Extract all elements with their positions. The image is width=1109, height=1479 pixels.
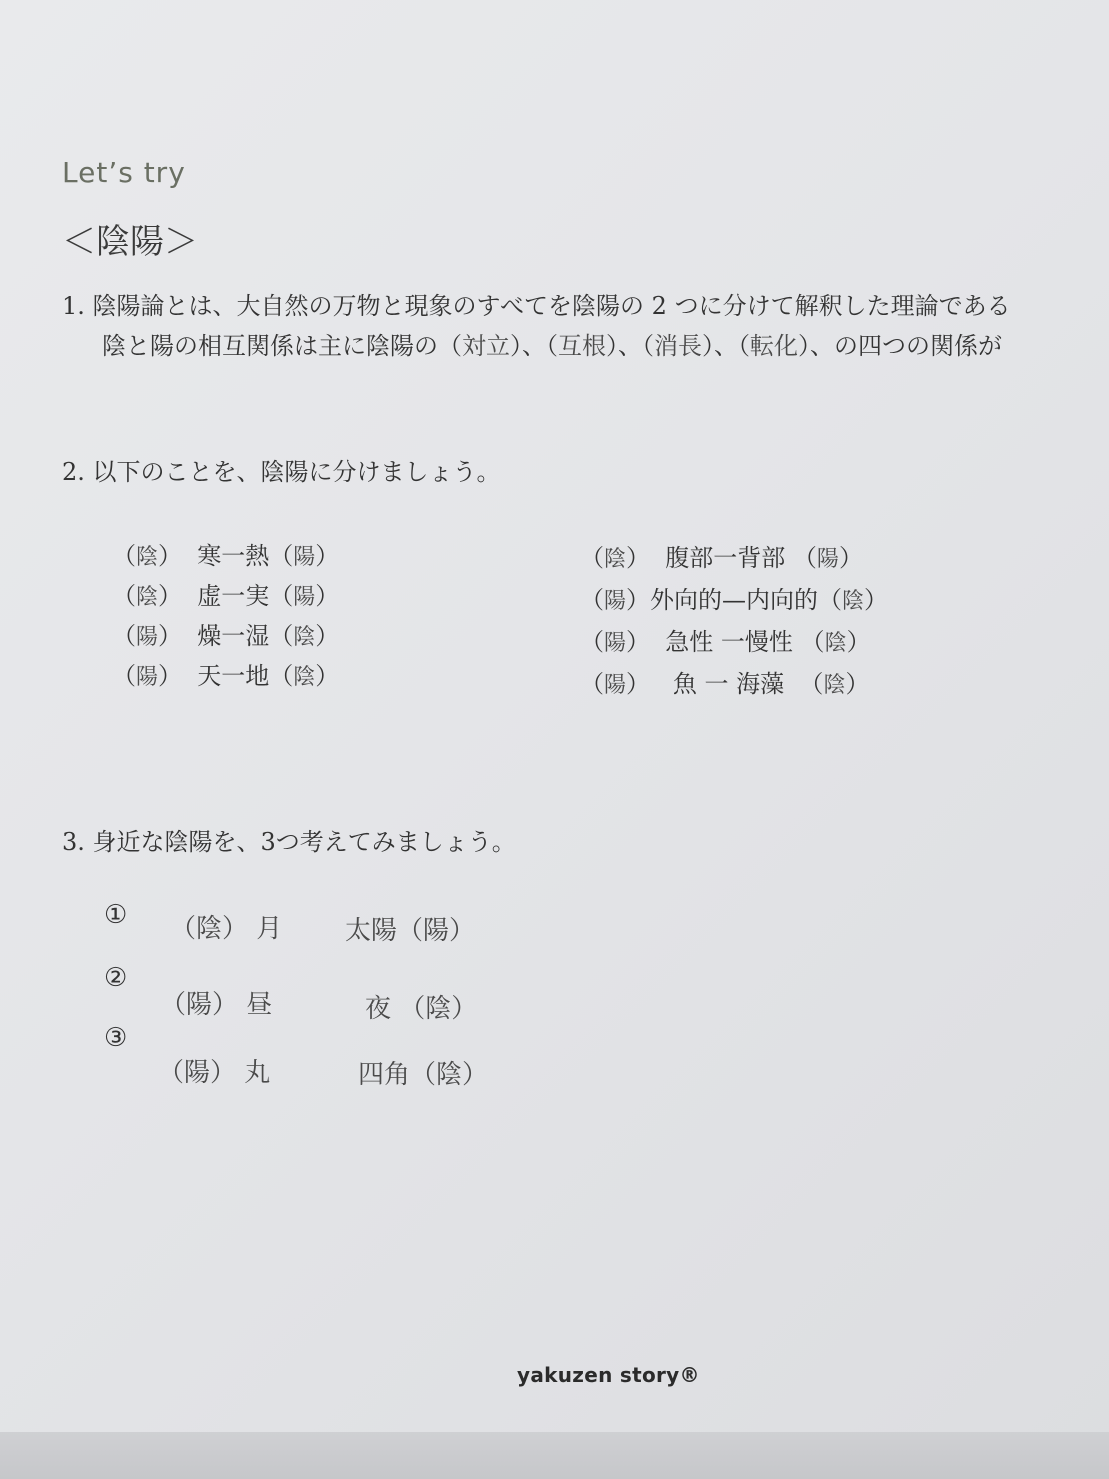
q1-sep-3: ）、（	[702, 332, 750, 360]
pair-left-label: 陽	[136, 665, 159, 690]
example-a: 昼	[246, 990, 273, 1020]
pair-left-label: 陰	[604, 547, 627, 572]
example-number: ②	[104, 963, 128, 993]
pair-text: 虚一実	[197, 582, 270, 610]
q3-instruction: 3. 身近な陰陽を、3つ考えてみましょう。	[62, 828, 516, 856]
q1-answer-4: 転化	[750, 332, 798, 360]
example-b-label: 陰	[425, 994, 452, 1024]
example-a-label: 陽	[186, 990, 213, 1020]
pair-text: 天一地	[197, 662, 270, 690]
q2-right-pair: （陽）外向的—内向的（陰）	[580, 586, 889, 614]
pair-left-label: 陽	[136, 625, 159, 650]
q2-instruction: 2. 以下のことを、陰陽に分けましょう。	[62, 458, 501, 486]
q2-right-pair: （陰） 腹部一背部 （陽）	[580, 544, 863, 572]
pair-right-label: 陰	[293, 625, 316, 650]
q1-line2-prefix: 陰と陽の相互関係は主に陰陽の（	[102, 332, 462, 360]
pair-left-label: 陽	[604, 673, 627, 698]
q2-left-pair: （陽） 天一地（陰）	[112, 662, 340, 690]
pair-text: 急性 一慢性	[665, 628, 793, 656]
pair-right-label: 陽	[293, 585, 316, 610]
pair-text: 外向的—内向的	[650, 586, 819, 614]
footer-brand: yakuzen story®	[517, 1363, 700, 1387]
example-number: ①	[104, 900, 128, 930]
pair-text: 腹部一背部	[665, 544, 786, 572]
example-b: 太陽	[345, 916, 398, 946]
pair-left-label: 陰	[136, 585, 159, 610]
q1-answer-1: 対立	[462, 332, 510, 360]
q1-line2-suffix: ）、の四つの関係が	[798, 332, 1002, 360]
pair-text: 魚 一 海藻	[672, 670, 785, 698]
q2-left-pair: （陰） 虚一実（陽）	[112, 582, 340, 610]
example-row: （陰） 月	[170, 914, 283, 944]
pair-right-label: 陽	[816, 547, 839, 572]
q2-right-pair: （陽） 急性 一慢性 （陰）	[580, 628, 871, 656]
example-b-label: 陽	[423, 916, 450, 946]
example-row-b: 四角（陰）	[358, 1060, 489, 1090]
q1-sep-1: ）、（	[510, 332, 558, 360]
example-row: （陽） 昼	[160, 990, 273, 1020]
pair-text: 寒一熱	[197, 542, 270, 570]
q1-line2	[102, 326, 1002, 361]
pair-right-label: 陰	[293, 665, 316, 690]
pair-left-label: 陽	[604, 631, 627, 656]
example-row: （陽） 丸	[158, 1058, 271, 1088]
pair-right-label: 陽	[293, 545, 316, 570]
pair-right-label: 陰	[842, 589, 865, 614]
q1-answer-2: 互根	[558, 332, 606, 360]
q1-line1: 1. 陰陽論とは、大自然の万物と現象のすべてを陰陽の 2 つに分けて解釈した理論である	[62, 292, 1011, 320]
pair-left-label: 陰	[136, 545, 159, 570]
example-a: 月	[256, 914, 283, 944]
page-title: ＜陰陽＞	[62, 222, 198, 262]
q2-left-pair: （陽） 燥一湿（陰）	[112, 622, 340, 650]
example-row-b: 太陽（陽）	[345, 916, 476, 946]
pair-right-label: 陰	[824, 631, 847, 656]
q2-left-pair: （陰） 寒一熱（陽）	[112, 542, 340, 570]
lets-try-heading: Let’s try	[62, 156, 186, 189]
q2-right-pair: （陽） 魚 一 海藻 （陰）	[580, 670, 870, 698]
pair-text: 燥一湿	[197, 622, 270, 650]
example-a: 丸	[244, 1058, 271, 1088]
desk-surface	[0, 1432, 1109, 1479]
pair-right-label: 陰	[823, 673, 846, 698]
example-number: ③	[104, 1023, 128, 1053]
example-a-label: 陰	[196, 914, 223, 944]
example-b-label: 陰	[436, 1060, 463, 1090]
example-b: 夜	[365, 994, 392, 1024]
q1-sep-2: ）、（	[606, 332, 654, 360]
example-row-b: 夜 （陰）	[365, 994, 478, 1024]
q1-answer-3: 消長	[654, 332, 702, 360]
example-b: 四角	[358, 1060, 411, 1090]
example-a-label: 陽	[184, 1058, 211, 1088]
pair-left-label: 陽	[604, 589, 627, 614]
